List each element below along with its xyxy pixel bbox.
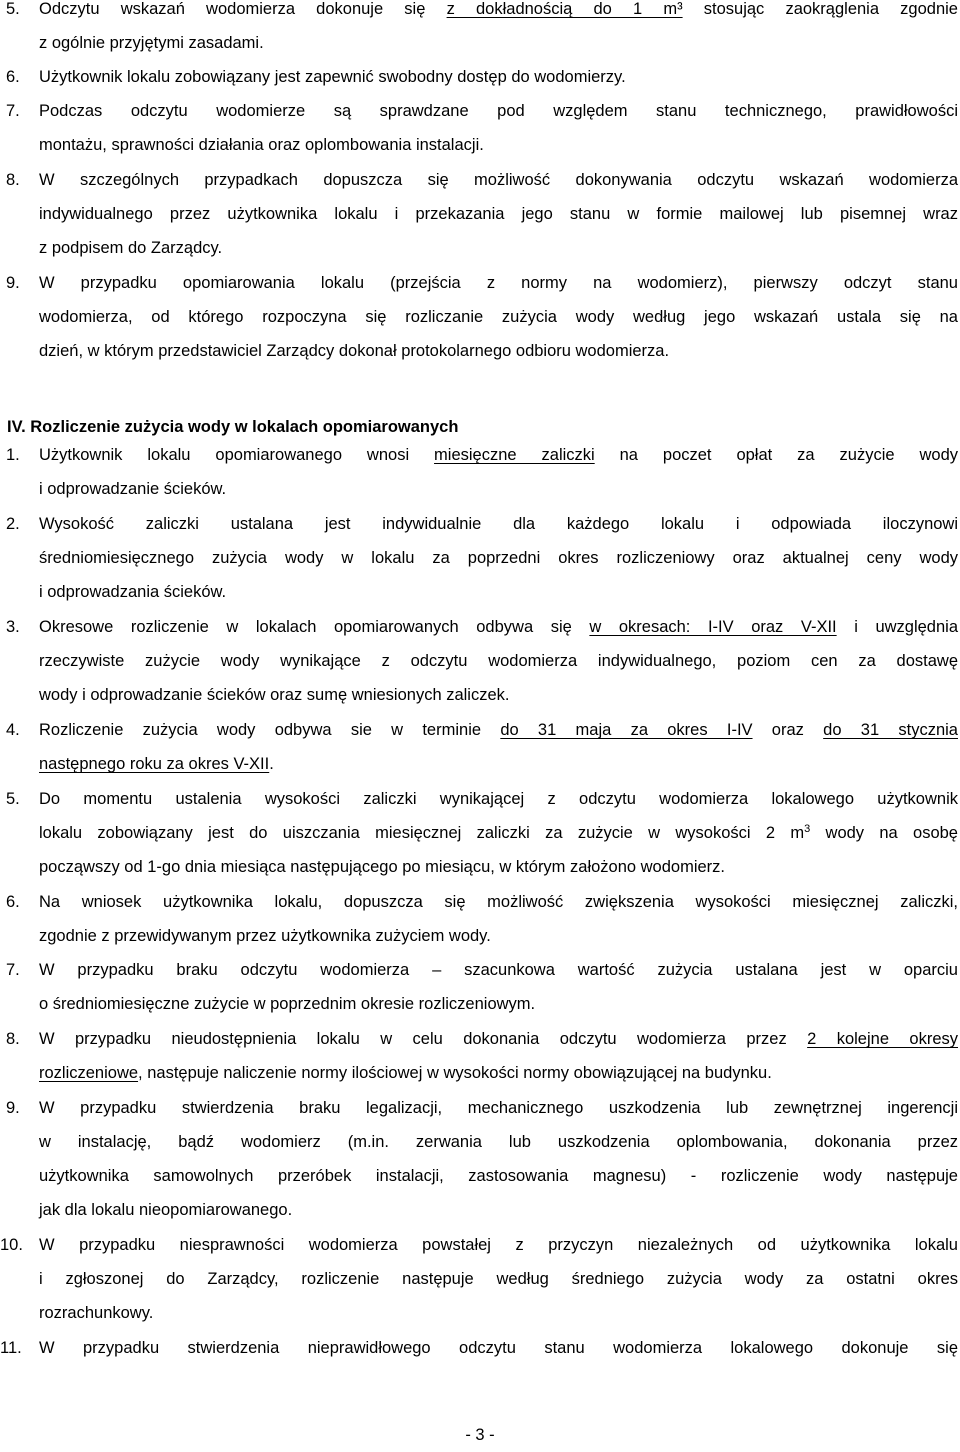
text-run: Wysokość zaliczki ustalana jest indywidualnie dla każdego lokalu i odpowiada iloczynowi [39,515,958,533]
text-run: W przypadku stwierdzenia nieprawidłowego odczytu stanu wodomierza lokalowego dokonuje się [39,1339,958,1357]
text-run: Okresowe rozliczenie w lokalach opomiarowanych odbywa się [39,618,590,636]
text-run: montażu, sprawności działania oraz oplombowania instalacji. [39,136,484,154]
text-run: średniomiesięcznego zużycia wody w lokalu za poprzedni okres rozliczeniowy oraz aktualnej ceny wody [39,549,958,567]
list-item-number: 3. [6,618,20,636]
text-line [39,60,958,95]
text-run: i uwzględnia [836,618,959,636]
text-run: W przypadku niesprawności wodomierza powstałej z przyczyn niezależnych od użytkownika lokalu [39,1236,958,1254]
list-item-number: 11. [0,1339,22,1357]
text-run: Na wniosek użytkownika lokalu, dopuszcza się możliwość zwiększenia wysokości miesięcznej zaliczki, [39,893,958,911]
text-run: Odczytu wskazań wodomierza dokonuje się [39,0,447,18]
text-line [39,747,958,782]
text-run: W szczególnych przypadkach dopuszcza się możliwość dokonywania odczytu wskazań wodomierza [39,171,958,189]
text-line [39,1228,958,1263]
text-run: W przypadku braku odczytu wodomierza – szacunkowa wartość zużycia ustalana jest w oparciu [39,961,958,979]
text-line [39,94,958,129]
underlined-text: rozliczeniowe [39,1064,139,1082]
text-run: indywidualnego przez użytkownika lokalu i przekazania jego stanu w formie mailowej lub pisemnej wraz [39,205,958,223]
text-line [39,885,958,920]
text-run: na poczet opłat za zużycie wody [594,446,958,464]
text-run: wody i odprowadzanie ścieków oraz sumę wniesionych zaliczek. [39,686,510,704]
text-line [39,919,958,954]
text-run: . [269,755,274,773]
list-item-number: 9. [6,274,20,292]
text-line [39,541,958,576]
underlined-text: z dokładnością do 1 m³ [446,0,683,18]
text-run: Użytkownik lokalu opomiarowanego wnosi [39,446,435,464]
text-line [39,1125,958,1160]
text-line [39,1262,958,1297]
underlined-text: do 31 stycznia [823,721,958,739]
text-line [39,231,958,266]
text-line [39,197,958,232]
list-item-number: 1. [6,446,20,464]
list-item-number: 7. [6,102,20,120]
text-run: W przypadku stwierdzenia braku legalizacji, mechanicznego uszkodzenia lub zewnętrznej ingerencji [39,1099,958,1117]
text-run: użytkownika samowolnych przeróbek instalacji, zastosowania magnesu) - rozliczenie wody następuje [39,1167,958,1185]
page-number: - 3 - [465,1426,495,1444]
text-line [39,128,958,163]
list-item-number: 8. [6,171,20,189]
text-run: dzień, w którym przedstawiciel Zarządcy dokonał protokolarnego odbioru wodomierza. [39,342,670,360]
underlined-text: do 31 maja za okres I-IV [500,721,753,739]
text-line [39,850,958,885]
text-run: o średniomiesięczne zużycie w poprzednim okresie rozliczeniowym. [39,995,536,1013]
text-line [39,782,958,817]
text-run: począwszy od 1-go dnia miesiąca następującego po miesiącu, w którym założono wodomierz. [39,858,726,876]
text-line [39,953,958,988]
list-item-number: 8. [6,1030,20,1048]
text-line [39,507,958,542]
list-item-number: 4. [6,721,20,739]
text-run: i zgłoszonej do Zarządcy, rozliczenie następuje według średniego zużycia wody za ostatni okres [39,1270,958,1288]
text-run: stosując zaokrąglenia zgodnie [682,0,958,18]
text-line [39,266,958,301]
text-line [39,1091,958,1126]
list-item-number: 6. [6,893,20,911]
text-run: W przypadku opomiarowania lokalu (przejścia z normy na wodomierz), pierwszy odczyt stanu [39,274,958,292]
text-run: i odprowadzania ścieków. [39,583,227,601]
text-line [39,1022,958,1057]
section-heading: IV. Rozliczenie zużycia wody w lokalach opomiarowanych [7,418,459,436]
text-run: lokalu zobowiązany jest do uiszczania miesięcznej zaliczki za zużycie w wysokości 2 m [39,824,805,842]
text-run: rozrachunkowy. [39,1304,154,1322]
text-run: z podpisem do Zarządcy. [39,239,223,257]
text-line [39,1331,958,1366]
list-item-number: 6. [6,68,20,86]
text-line [39,472,958,507]
underlined-text: następnego roku za okres V-XII [39,755,270,773]
list-item-number: 5. [6,790,20,808]
text-line [39,438,958,473]
text-run: oraz [752,721,824,739]
text-run: zgodnie z przewidywanym przez użytkownika zużyciem wody. [39,927,491,945]
list-item-number: 2. [6,515,20,533]
text-run: W przypadku nieudostępnienia lokalu w celu dokonania odczytu wodomierza przez [39,1030,808,1048]
underlined-text: 2 kolejne okresy [807,1030,958,1048]
underlined-text: w okresach: I-IV oraz V-XII [589,618,837,636]
text-line [39,163,958,198]
text-run: Rozliczenie zużycia wody odbywa sie w terminie [39,721,501,739]
text-line [39,300,958,335]
text-line [39,1056,958,1091]
text-line [39,678,958,713]
text-run: rzeczywiste zużycie wody wynikające z odczytu wodomierza indywidualnego, poziom cen za dostawę [39,652,958,670]
text-line [39,575,958,610]
text-line [39,713,958,748]
text-run: w instalację, bądź wodomierz (m.in. zerwania lub uszkodzenia oplombowania, dokonania przez [39,1133,958,1151]
text-line [39,816,958,851]
text-line [39,0,958,27]
text-line [39,987,958,1022]
text-run: Użytkownik lokalu zobowiązany jest zapewnić swobodny dostęp do wodomierzy. [39,68,626,86]
text-line [39,334,958,369]
text-run: Do momentu ustalenia wysokości zaliczki wynikającej z odczytu wodomierza lokalowego użytkownik [39,790,958,808]
text-line [39,1193,958,1228]
text-run: wodomierza, od którego rozpoczyna się rozliczanie zużycia wody według jego wskazań ustala się na [39,308,958,326]
text-run: , następuje naliczenie normy ilościowej w wysokości normy obowiązującej na budynku. [138,1064,772,1082]
list-item-number: 7. [6,961,20,979]
text-line [39,26,958,61]
superscript: 3 [804,823,811,835]
text-line [39,1159,958,1194]
text-run: Podczas odczytu wodomierze są sprawdzane pod względem stanu technicznego, prawidłowości [39,102,958,120]
text-line [39,610,958,645]
list-item-number: 5. [6,0,20,18]
text-line [39,1296,958,1331]
underlined-text: miesięczne zaliczki [434,446,595,464]
text-run: i odprowadzanie ścieków. [39,480,227,498]
text-run: wody na osobę [810,824,958,842]
list-item-number: 10. [0,1236,23,1254]
text-run: jak dla lokalu nieopomiarowanego. [39,1201,293,1219]
text-run: z ogólnie przyjętymi zasadami. [39,34,264,52]
text-line [39,644,958,679]
list-item-number: 9. [6,1099,20,1117]
